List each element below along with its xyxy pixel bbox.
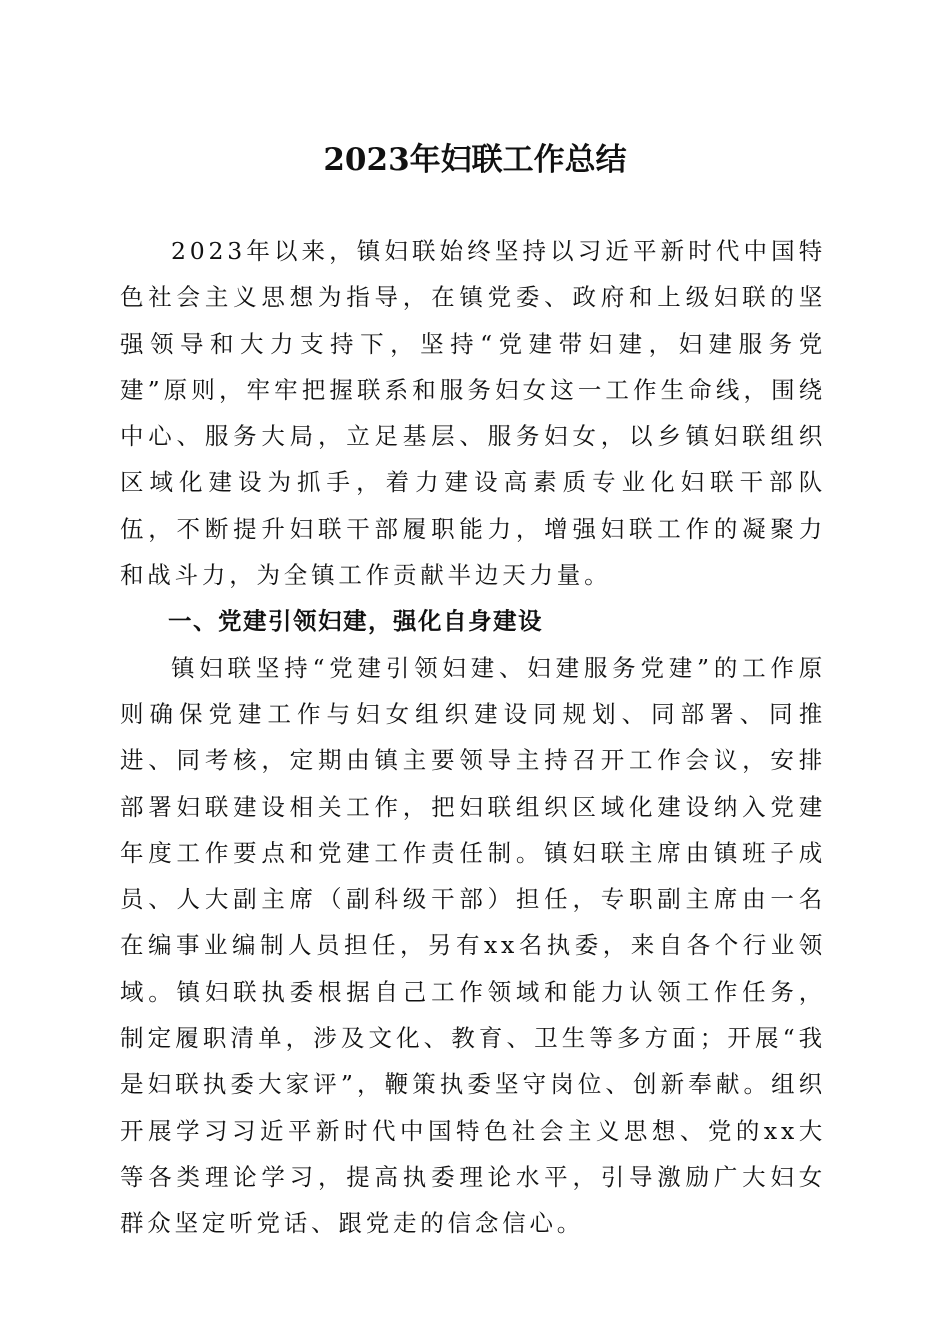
section-paragraph: 镇妇联坚持“党建引领妇建、妇建服务党建”的工作原则确保党建工作与妇女组织建设同规划、同部署、同推进、同考核，定期由镇主要领导主持召开工作会议，安排部署妇联建设相关工作，把妇联组织区域化建设纳入党建年度工作要点和党建工作责任制。镇妇联主席由镇班子成员、人大副主席（副科级干部）担任，专职副主席由一名在编事业编制人员担任，另有xx名执委，来自各个行业领域。镇妇联执委根据自己工作领域和能力认领工作任务，制定履职清单，涉及文化、教育、卫生等多方面；开展“我是妇联执委大家评”，鞭策执委坚守岗位、创新奉献。组织开展学习习近平新时代中国特色社会主义思想、党的xx大等各类理论学习，提高执委理论水平，引导激励广大妇女群众坚定听党话、跟党走的信念信心。: [120, 653, 826, 1238]
document-body: [120, 228, 826, 1247]
document-title: 2023年妇联工作总结: [323, 142, 627, 178]
intro-paragraph: 2023年以来，镇妇联始终坚持以习近平新时代中国特色社会主义思想为指导，在镇党委、政府和上级妇联的坚强领导和大力支持下，坚持“党建带妇建，妇建服务党建”原则，牢牢把握联系和服务妇女这一工作生命线，围绕中心、服务大局，立足基层、服务妇女，以乡镇妇联组织区域化建设为抓手，着力建设高素质专业化妇联干部队伍，不断提升妇联干部履职能力，增强妇联工作的凝聚力和战斗力，为全镇工作贡献半边天力量。: [120, 237, 826, 590]
section-heading: 一、党建引领妇建，强化自身建设: [168, 607, 543, 636]
